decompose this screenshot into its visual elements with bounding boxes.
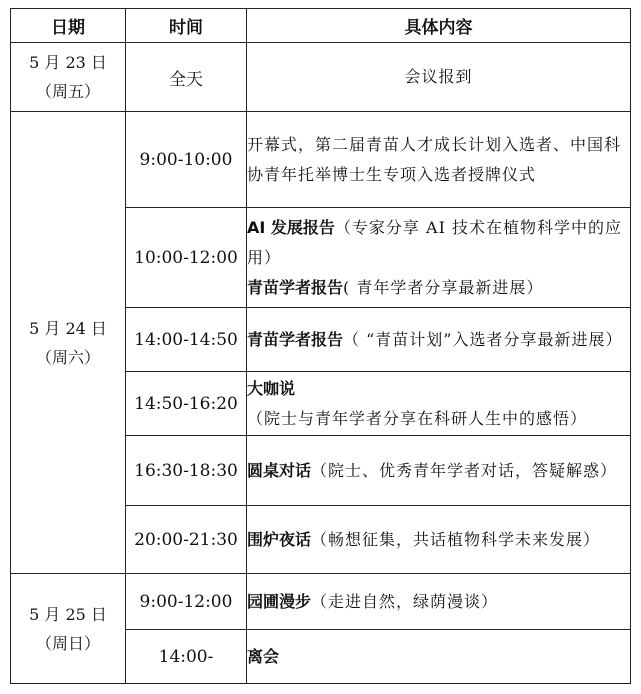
date-cell (11, 574, 126, 684)
content-cell (247, 308, 631, 372)
content-cell (247, 436, 631, 506)
content-cell (247, 574, 631, 630)
session-description: （专家分享 AI 技术在植物科学中的应用） (247, 217, 622, 267)
content-cell (247, 372, 631, 436)
session-description: ( 青年学者分享最新进展） (343, 277, 544, 297)
session-description: （院士、优秀青年学者对话，答疑解惑） (311, 460, 618, 480)
time-cell: 9:00-10:00 (126, 112, 247, 208)
date-cell (11, 43, 126, 112)
time-cell: 20:00-21:30 (126, 506, 247, 574)
content-cell (247, 506, 631, 574)
time-cell: 14:50-16:20 (126, 372, 247, 436)
weekday-label: （周日） (35, 633, 100, 653)
time-cell: 14:00- (126, 630, 247, 684)
session-title: 青苗学者报告 (247, 277, 344, 297)
session-title: 大咖说 (247, 378, 296, 398)
schedule-table (10, 8, 631, 684)
session-description: （畅想征集，共话植物科学未来发展） (311, 529, 601, 549)
time-cell: 10:00-12:00 (126, 208, 247, 308)
table-header-row (11, 9, 631, 43)
table-row (11, 112, 631, 208)
weekday-label: （周六） (35, 347, 100, 367)
session-title: 园圃漫步 (247, 591, 312, 611)
date-label: 5 月 24 日 (29, 318, 107, 338)
column-header-content: 具体内容 (247, 9, 631, 43)
content-cell (247, 630, 631, 684)
session-description: （走进自然，绿荫漫谈） (311, 591, 499, 611)
session-title: 离会 (247, 646, 280, 666)
column-header-time: 时间 (126, 9, 247, 43)
time-cell: 14:00-14:50 (126, 308, 247, 372)
session-title: 青苗学者报告 (247, 329, 344, 349)
date-label: 5 月 25 日 (29, 604, 107, 624)
weekday-label: （周五） (35, 82, 100, 101)
session-title: AI 发展报告 (247, 217, 335, 237)
content-cell: 会议报到 (247, 43, 631, 112)
time-cell: 9:00-12:00 (126, 574, 247, 630)
table-row (11, 43, 631, 112)
date-cell (11, 112, 126, 574)
table-row (11, 574, 631, 630)
session-description: （院士与青年学者分享在科研人生中的感悟） (247, 408, 588, 428)
session-description: （ “青苗计划”入选者分享最新进展） (343, 329, 623, 349)
content-cell: 开幕式，第二届青苗人才成长计划入选者、中国科协青年托举博士生专项入选者授牌仪式 (247, 112, 631, 208)
session-title: 圆桌对话 (247, 460, 312, 480)
column-header-date: 日期 (11, 9, 126, 43)
time-cell: 全天 (126, 43, 247, 112)
date-label: 5 月 23 日 (29, 53, 107, 72)
time-cell: 16:30-18:30 (126, 436, 247, 506)
session-title: 围炉夜话 (247, 529, 312, 549)
content-cell (247, 208, 631, 308)
